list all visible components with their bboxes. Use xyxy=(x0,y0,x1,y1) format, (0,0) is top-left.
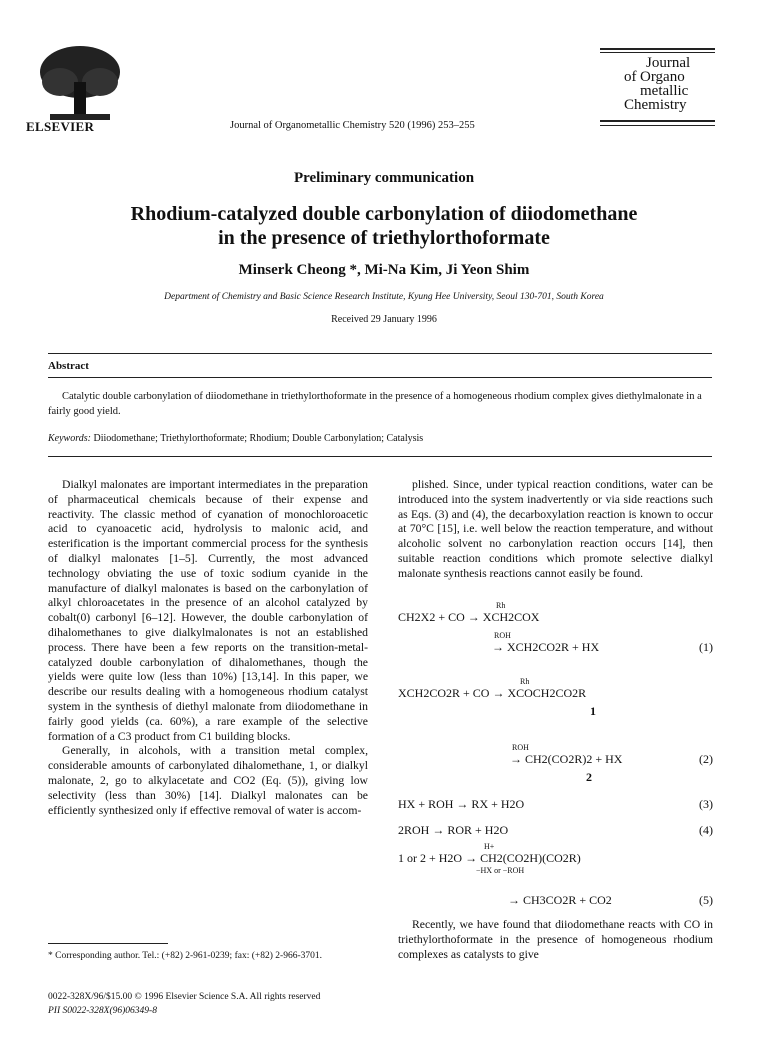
copyright xyxy=(48,990,320,1018)
equation-1b-label: ROH xyxy=(494,631,511,640)
equation-1a-text: CH2X2 + CO → XCH2COX xyxy=(398,610,540,624)
title-line-2: in the presence of triethylorthoformate xyxy=(218,227,550,249)
equation-2b-text: → CH2(CO2R)2 + HX xyxy=(510,752,623,766)
compound-number: 1 xyxy=(590,704,596,718)
body-column-left xyxy=(48,478,368,818)
copyright-line: 0022-328X/96/$15.00 © 1996 Elsevier Science S.A. All rights reserved xyxy=(48,992,321,1002)
paragraph: Dialkyl malonates are important intermediates in the preparation of pharmaceutical chemicals because of their expense and reactivity. The classic method of cyanation of monochloroacetic acid to cyanoacetic acid, hydrolysis to malonic acid, and esterification is the important commercial process for the synthesis of dialkyl malonates [1–5]. Currently, the most advanced technology obviating the use of toxic sodium cyanide in the manufacture of dialkyl malonates is based on the carbonylation of alkyl chloroacetates in the presence of an alcohol catalyzed by cobalt(0) carbonyl [6–12]. However, the double carbonylation of dihalomethanes to give dialkylmalonates is not an established process. There have been a few reports on the transition-metal-catalyzed double carbonylation of dihalomethanes, though the yields were quite low (less than 10%) [13,14]. In this paper, we describe our results dealing with a homogeneous rhodium catalyst system in the synthesis of diethyl malonate from diiodomethane in fairly good yields (ca. 60%), a rare example of the selective formation of a C3 product from C1 building blocks. xyxy=(48,478,368,743)
pii: PII S0022-328X(96)06349-8 xyxy=(48,1006,157,1016)
paragraph: Recently, we have found that diiodomethane reacts with CO in triethylorthoformate in the presence of homogeneous rhodium complexes as catalysts to give xyxy=(398,918,713,961)
equation-5a-text: 1 or 2 + H2O → CH2(CO2H)(CO2R) xyxy=(398,851,581,865)
body-column-right xyxy=(398,478,713,582)
elsevier-tree-logo xyxy=(30,42,130,122)
body-column-right-continued xyxy=(398,918,713,962)
equation-5b: → CH3CO2R + CO2 xyxy=(508,893,612,907)
journal-logo-word: Journal xyxy=(646,55,691,71)
equation-2b-label: ROH xyxy=(512,743,529,752)
equation-1b-text: → XCH2CO2R + HX xyxy=(492,640,600,654)
equation-number: (2) xyxy=(699,752,713,766)
received-date: Received 29 January 1996 xyxy=(331,314,437,325)
equation-1a xyxy=(398,601,540,625)
journal-logo xyxy=(600,48,715,130)
article-kind: Preliminary communication xyxy=(293,170,475,186)
equation-1a-label: Rh xyxy=(496,601,506,610)
keywords-list: Diiodomethane; Triethylorthoformate; Rhodium; Double Carbonylation; Catalysis xyxy=(93,433,424,444)
journal-logo-word: metallic xyxy=(640,83,689,99)
paragraph: plished. Since, under typical reaction conditions, water can be introduced into the system inadvertently or via side reactions such as Eqs. (3) and (4), the decarboxylation reaction is known to occur at 70°C [15], i.e. well below the reaction temperature, and without alcoholic solvent no carbonylation reaction occurs [14], then suitable reaction conditions which promote selective dialkyl malonate synthesis reactions cannot easily be found. xyxy=(398,478,713,580)
equation-5a-above: H+ xyxy=(484,842,495,851)
divider xyxy=(48,377,712,378)
equation-2a xyxy=(398,677,587,701)
equation-5a-below: −HX or −ROH xyxy=(476,866,525,875)
equation-number: (3) xyxy=(699,797,713,811)
divider xyxy=(48,456,712,457)
abstract-heading: Abstract xyxy=(48,360,89,372)
paragraph: Generally, in alcohols, with a transition metal complex, considerable amounts of carbonylated dihalomethane, 1, or dialkyl malonate, 2, go to alkylacetate and CO2 (Eq. (5)), giving low selectivity (less than 30%) [14]. Dialkyl malonates can be efficiently synthesized only if effective removal of water is accom- xyxy=(48,744,368,817)
affiliation: Department of Chemistry and Basic Science Research Institute, Kyung Hee University, Seoul 130-701, South Korea xyxy=(164,292,604,302)
equation-4: 2ROH → ROR + H2O xyxy=(398,823,509,837)
publisher-name: ELSEVIER xyxy=(26,119,95,134)
keywords xyxy=(48,433,423,444)
equation-1b xyxy=(492,631,600,655)
equation-number: (1) xyxy=(699,640,713,654)
journal-logo-word: Organo xyxy=(640,69,685,85)
journal-logo-word: of xyxy=(624,69,637,85)
title-line-1: Rhodium-catalyzed double carbonylation of diiodomethane xyxy=(130,203,638,225)
equation-2a-label: Rh xyxy=(520,677,530,686)
equation-5a xyxy=(398,851,581,866)
authors: Minserk Cheong *, Mi-Na Kim, Ji Yeon Shim xyxy=(238,262,530,278)
keywords-label: Keywords: xyxy=(48,433,91,444)
equation-3: HX + ROH → RX + H2O xyxy=(398,797,525,811)
journal-logo-word: Chemistry xyxy=(624,97,687,113)
footnote: * Corresponding author. Tel.: (+82) 2-961-0239; fax: (+82) 2-966-3701. xyxy=(48,951,322,961)
equation-number: (4) xyxy=(699,823,713,837)
equation-2a-text: XCH2CO2R + CO → XCOCH2CO2R xyxy=(398,686,587,700)
divider xyxy=(48,353,712,354)
journal-citation: Journal of Organometallic Chemistry 520 (1996) 253–255 xyxy=(230,120,475,131)
equation-number: (5) xyxy=(699,893,713,907)
equation-2b xyxy=(510,743,623,767)
footnote-rule xyxy=(48,943,168,944)
compound-number: 2 xyxy=(586,770,592,784)
article-title xyxy=(60,202,708,250)
abstract-text: Catalytic double carbonylation of diiodomethane in triethylorthoformate in the presence of a homogeneous rhodium complex gives diethylmalonate in a fairly good yield. xyxy=(48,391,702,417)
